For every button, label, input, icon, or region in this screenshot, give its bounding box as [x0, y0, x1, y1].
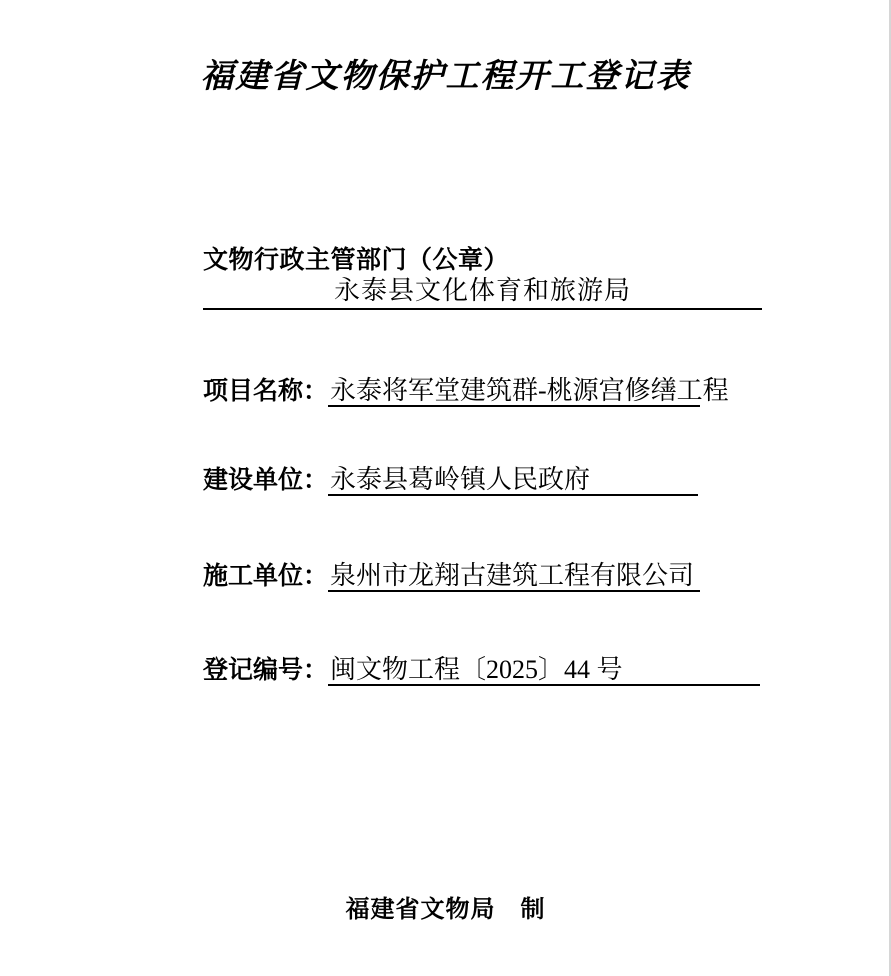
project-name-label: 项目名称： [203, 378, 329, 405]
authority-name-underlined: 永泰县文化体育和旅游局 [203, 272, 762, 310]
document-title: 福建省文物保护工程开工登记表 [200, 56, 691, 95]
authority-seal-label: 文物行政主管部门（公章） [203, 247, 510, 274]
project-name-value: 永泰将军堂建筑群-桃源宫修缮工程 [330, 376, 729, 405]
construction-owner-label: 建设单位： [203, 467, 329, 494]
registration-number-label: 登记编号： [203, 657, 329, 684]
issuing-agency-footer: 福建省文物局 制 [345, 896, 546, 923]
field-row-construction-owner [203, 465, 698, 496]
registration-number-value: 闽文物工程〔2025〕44 号 [328, 655, 760, 686]
field-row-registration-number [203, 655, 760, 686]
field-row-contractor [203, 561, 700, 592]
contractor-value: 泉州市龙翔古建筑工程有限公司 [328, 561, 700, 592]
field-row-project-name [203, 376, 729, 407]
construction-owner-value: 永泰县葛岭镇人民政府 [328, 465, 698, 496]
contractor-label: 施工单位： [203, 563, 329, 590]
